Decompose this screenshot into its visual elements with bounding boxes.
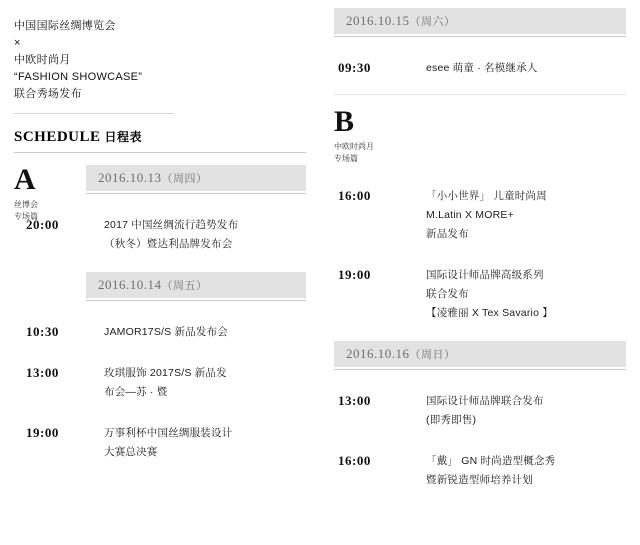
event-line: 国际设计师品牌联合发布 xyxy=(426,395,544,407)
event-time: 19:00 xyxy=(26,425,59,440)
section-a-letter: A xyxy=(14,163,36,196)
section-a-subtitle-line-2: 专场篇 xyxy=(14,212,38,221)
date-bar-1013-underline xyxy=(86,193,306,194)
date-bar-1015 xyxy=(334,8,626,34)
event-line: 暨新锐造型师培养计划 xyxy=(426,474,533,486)
event-line: 国际设计师品牌高级系列 xyxy=(426,269,544,281)
section-b-subtitle xyxy=(334,141,626,165)
event-line: 【凌雅丽 X Tex Savario 】 xyxy=(426,307,553,319)
event-time: 09:30 xyxy=(338,60,371,75)
date-1013: 2016.10.13 xyxy=(98,170,162,185)
weekday-1013: （周四） xyxy=(161,173,208,185)
schedule-heading-cn: 日程表 xyxy=(104,130,143,144)
section-a-subtitle-line-1: 丝博会 xyxy=(14,200,38,209)
event-row xyxy=(14,424,306,462)
event-line: JAMOR17S/S 新品发布会 xyxy=(104,326,228,338)
event-row xyxy=(14,364,306,402)
weekday-1014: （周五） xyxy=(161,280,208,292)
right-column xyxy=(320,0,640,545)
event-line: M.Latin X MORE+ xyxy=(426,209,514,221)
title-divider xyxy=(14,113,174,114)
date-1016: 2016.10.16 xyxy=(346,346,410,361)
section-b xyxy=(334,107,626,165)
event-line: 布会—苏 · 暨 xyxy=(104,386,168,398)
schedule-divider xyxy=(14,152,306,153)
date-bar-1013 xyxy=(86,165,306,191)
title-line-1: 中国国际丝绸博览会 xyxy=(14,20,116,32)
title-line-2: × xyxy=(14,37,21,49)
title-line-4: “FASHION SHOWCASE” xyxy=(14,71,143,83)
event-row xyxy=(334,452,626,490)
event-line: 2017 中国丝绸流行趋势发布 xyxy=(104,219,239,231)
event-description xyxy=(426,452,626,490)
event-description xyxy=(426,392,626,430)
event-description xyxy=(104,364,306,402)
schedule-heading xyxy=(14,128,306,146)
event-row xyxy=(334,59,626,78)
event-description xyxy=(104,323,306,342)
event-line: 新品发布 xyxy=(426,228,469,240)
event-line: （秋冬）暨达利品牌发布会 xyxy=(104,238,233,250)
date-bar-1014 xyxy=(86,272,306,298)
event-description xyxy=(104,424,306,462)
event-description xyxy=(426,187,626,244)
event-line: 万事利杯中国丝绸服装设计 xyxy=(104,427,233,439)
event-time: 13:00 xyxy=(338,393,371,408)
event-line: 「小小世界」 儿童时尚周 xyxy=(426,190,547,202)
section-b-subtitle-line-1: 中欧时尚月 xyxy=(334,142,374,151)
date-1014: 2016.10.14 xyxy=(98,277,162,292)
event-description xyxy=(426,59,626,78)
weekday-1016: （周日） xyxy=(409,349,456,361)
event-time: 10:30 xyxy=(26,324,59,339)
date-1015: 2016.10.15 xyxy=(346,13,410,28)
event-line: esee 萌童 · 名模继承人 xyxy=(426,62,538,74)
section-a-subtitle xyxy=(14,199,74,223)
event-line: 大赛总决赛 xyxy=(104,446,158,458)
event-description xyxy=(426,266,626,323)
event-time: 13:00 xyxy=(26,365,59,380)
event-description xyxy=(104,216,306,254)
section-a-letter-block xyxy=(14,165,74,223)
section-divider xyxy=(334,94,626,95)
event-line: 联合发布 xyxy=(426,288,469,300)
date-bar-1016 xyxy=(334,341,626,367)
event-time: 16:00 xyxy=(338,188,371,203)
date-bar-1014-underline xyxy=(86,300,306,301)
section-b-letter: B xyxy=(334,105,355,138)
event-time: 20:00 xyxy=(26,217,59,232)
event-time: 16:00 xyxy=(338,453,371,468)
event-time: 19:00 xyxy=(338,267,371,282)
event-line: 「戴」 GN 时尚造型概念秀 xyxy=(426,455,556,467)
date-bar-1015-underline xyxy=(334,36,626,37)
section-a xyxy=(14,165,306,462)
weekday-1015: （周六） xyxy=(409,16,456,28)
title-line-3: 中欧时尚月 xyxy=(14,54,71,66)
title-line-5: 联合秀场发布 xyxy=(14,88,82,100)
poster-title xyxy=(14,18,306,103)
schedule-heading-en: SCHEDULE xyxy=(14,129,101,145)
event-row xyxy=(334,392,626,430)
event-row xyxy=(334,266,626,323)
event-row xyxy=(14,323,306,342)
date-bar-1016-underline xyxy=(334,369,626,370)
event-row xyxy=(334,187,626,244)
event-line: (即秀即售) xyxy=(426,414,477,426)
section-b-subtitle-line-2: 专场篇 xyxy=(334,154,358,163)
event-line: 玫琪服饰 2017S/S 新品发 xyxy=(104,367,227,379)
